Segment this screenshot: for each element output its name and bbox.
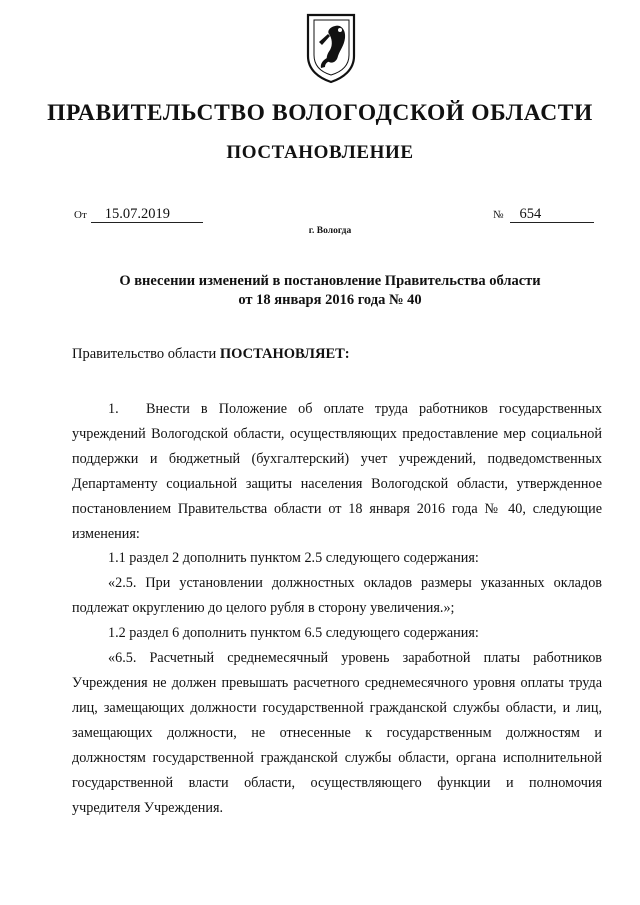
number-label: № xyxy=(493,209,504,221)
decree-statement xyxy=(72,346,350,363)
city-label: г. Вологда xyxy=(308,226,352,236)
vologda-coat-of-arms-icon xyxy=(305,12,357,84)
document-body xyxy=(72,397,602,820)
date-value: 15.07.2019 xyxy=(91,207,203,223)
paragraph-quote-2: «6.5. Расчетный среднемесячный уровень заработной платы работников Учреждения не должен превышать расчетного среднемесячного уровня оплаты труда лиц, замещающих должности государственной гражданской службы области, и лиц, замещающих должности, не отнесенные к государственным должностям и должностям государственной гражданской службы области, органа исполнительной государственной власти области, осуществляющего функции и полномочия учредителя Учреждения. xyxy=(72,650,602,816)
government-title: ПРАВИТЕЛЬСТВО ВОЛОГОДСКОЙ ОБЛАСТИ xyxy=(47,100,593,126)
document-subject xyxy=(60,272,600,310)
date-label: От xyxy=(74,209,87,221)
subject-line-1: О внесении изменений в постановление Правительства области xyxy=(119,273,541,289)
paragraph-item-1 xyxy=(72,397,602,546)
decree-prefix: Правительство области xyxy=(72,346,217,362)
paragraph-quote-1: «2.5. При установлении должностных окладов размеры указанных окладов подлежат округлению до целого рубля в сторону увеличения.»; xyxy=(72,575,602,617)
document-type: ПОСТАНОВЛЕНИЕ xyxy=(226,142,414,163)
item-1-text: Внести в Положение об оплате труда работников государственных учреждений Вологодской области, осуществляющих предоставление мер социальной поддержки и бюджетный (бухгалтерский) учет учреждений, подведомственных Департаменту социальной защиты населения Вологодской области, утвержденное постановлением Правительства области от 18 января 2016 года № 40, следующие изменения: xyxy=(72,401,602,542)
paragraph-sub-1: 1.1 раздел 2 дополнить пунктом 2.5 следующего содержания: xyxy=(108,550,479,567)
item-number: 1. xyxy=(108,401,119,417)
paragraph-sub-2: 1.2 раздел 6 дополнить пунктом 6.5 следующего содержания: xyxy=(108,625,479,642)
number-field xyxy=(493,206,594,223)
subject-line-2: от 18 января 2016 года № 40 xyxy=(238,292,422,308)
date-field xyxy=(74,206,203,223)
decree-keyword: ПОСТАНОВЛЯЕТ: xyxy=(219,346,350,362)
number-value: 654 xyxy=(510,207,594,223)
